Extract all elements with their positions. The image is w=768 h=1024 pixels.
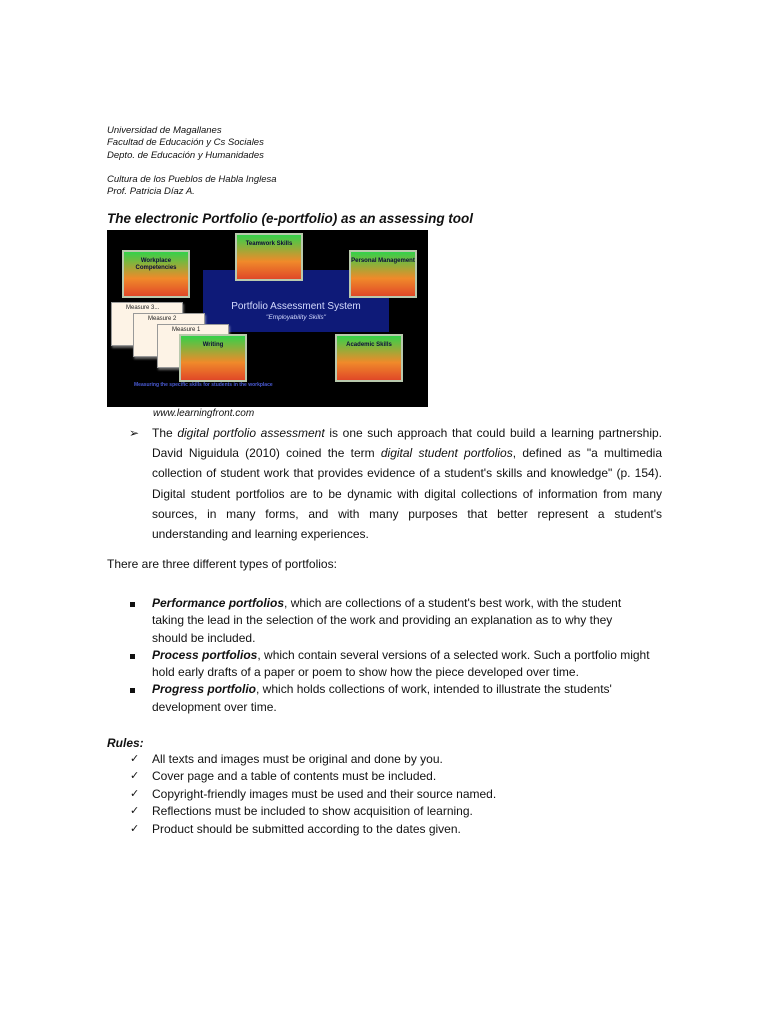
square-bullet-icon xyxy=(130,654,135,659)
rules-list xyxy=(130,751,496,838)
checkmark-icon: ✓ xyxy=(130,787,140,800)
type-description: , which holds collections of work, intended to illustrate the students' development over time. xyxy=(152,682,612,714)
panel-subtitle: "Employability Skills" xyxy=(266,314,326,321)
professor-name: Prof. Patricia Díaz A. xyxy=(107,186,195,198)
skill-box-teamwork: Teamwork Skills xyxy=(235,233,303,281)
type-description: , which contain several versions of a selected work. Such a portfolio might hold early drafts of a paper or poem to show how the piece developed over time. xyxy=(152,647,650,680)
rule-text: Cover page and a table of contents must be included. xyxy=(152,769,437,784)
panel-title: Portfolio Assessment System xyxy=(231,301,361,312)
measure-card-1: Measure 1 xyxy=(157,324,229,368)
type-name: Progress portfolio xyxy=(152,682,257,697)
measure-card-2: Measure 2 xyxy=(133,313,205,357)
intro-paragraph xyxy=(152,423,662,544)
para-text-1: The xyxy=(152,426,178,440)
rule-text: Copyright-friendly images must be used and their source named. xyxy=(152,786,497,801)
rule-text: Reflections must be included to show acquisition of learning. xyxy=(152,804,473,819)
rules-heading: Rules: xyxy=(107,736,144,750)
square-bullet-icon xyxy=(130,688,135,693)
term-digital-portfolio-assessment: digital portfolio assessment xyxy=(177,426,325,440)
list-item xyxy=(130,647,650,682)
type-description: , which are collections of a student's best work, with the student taking the lead in the selection of the work and providing an explanation as to why they should be included. xyxy=(152,596,622,645)
list-item xyxy=(130,786,496,803)
type-name: Performance portfolios xyxy=(152,596,285,610)
checkmark-icon: ✓ xyxy=(130,770,140,783)
skill-box-personal: Personal Management xyxy=(349,250,417,298)
list-item xyxy=(130,595,650,647)
list-item xyxy=(130,751,496,768)
checkmark-icon: ✓ xyxy=(130,753,140,765)
university-name: Universidad de Magallanes xyxy=(107,125,222,136)
list-item xyxy=(130,681,650,716)
portfolio-types-list xyxy=(130,595,650,716)
term-digital-student-portfolios: digital student portfolios xyxy=(380,446,513,461)
figure-source: www.learningfront.com xyxy=(153,408,255,419)
rule-text: Product should be submitted according to the dates given. xyxy=(152,821,461,836)
checkmark-icon: ✓ xyxy=(130,805,140,818)
list-item xyxy=(130,803,496,820)
types-intro: There are three different types of portfolios: xyxy=(107,557,337,571)
square-bullet-icon xyxy=(130,602,135,607)
para-text-3: , defined as "a multimedia collection of student work that provides evidence of a student's skills and knowledge" (p. 154). Digital student portfolios are to be dynamic with digital collections of information from many sources, in many forms, and with many purposes that better represent a student's understanding and learning experiences. xyxy=(152,446,663,542)
skill-box-writing: Writing xyxy=(179,334,247,382)
faculty-name: Facultad de Educación y Cs Sociales xyxy=(107,137,264,149)
course-name: Cultura de los Pueblos de Habla Inglesa xyxy=(107,173,277,185)
type-name: Process portfolios xyxy=(152,647,258,662)
list-item xyxy=(130,768,496,785)
portfolio-assessment-figure xyxy=(107,230,428,407)
measure-card-3: Measure 3... xyxy=(111,302,183,346)
skill-box-workplace: Workplace Competencies xyxy=(122,250,190,298)
arrow-bullet: ➢ xyxy=(129,426,140,440)
rule-text: All texts and images must be original and done by you. xyxy=(152,752,443,766)
list-item xyxy=(130,821,496,838)
skill-box-academic: Academic Skills xyxy=(335,334,403,382)
figure-note: Measuring the specific skills for students in the workplace xyxy=(134,382,273,388)
institution-header xyxy=(107,125,277,198)
document-title: The electronic Portfolio (e-portfolio) as an assessing tool xyxy=(107,211,474,226)
department-name: Depto. de Educación y Humanidades xyxy=(107,149,264,161)
checkmark-icon: ✓ xyxy=(130,822,140,835)
para-text-2: is one such approach that could build a learning partnership. David Niguidula (2010) coined the term xyxy=(152,426,662,461)
